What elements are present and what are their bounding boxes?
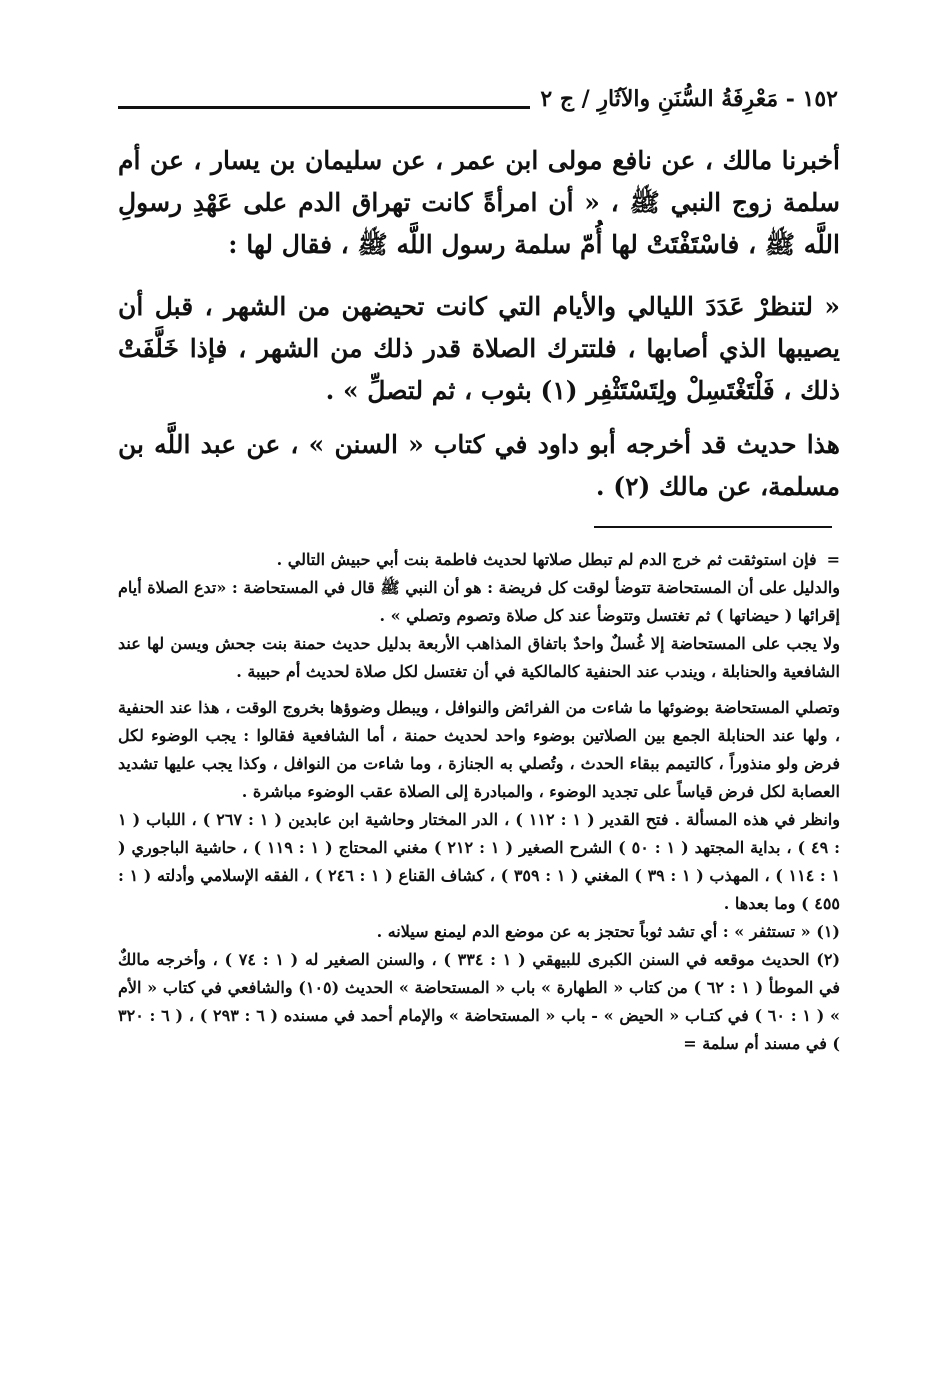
continuation-mark: = [826,550,840,569]
main-text [118,424,840,508]
footnotes [118,546,840,1058]
footnote-2: (٢) الحديث موقعه في السنن الكبرى للبيهقي ( ١ : ٣٣٤ ) ، والسنن الصغير له ( ١ : ٧٤ ) ، وأخرجه مالكٌ في الموطأ ( ١ : ٦٢ ) من كتاب « الطهارة » باب « المستحاضة » الحديث (١٠٥) والشافعي في كتاب « الأم » ( ١ : ٦٠ ) في كتـاب « الحيض » - باب « المستحاضة » والإمام أحمد في مسنده ( ٦ : ٢٩٣ ) ، ( ٦ : ٣٢٠ ) في مسند أم سلمة = [118,950,841,1053]
footnote-paragraph: والدليل على أن المستحاضة تتوضأ لوقت كل فريضة : هو أن النبي ﷺ قال في المستحاضة : «تدع الصلاة أيام إقرائها ( حيضاتها ) ثم تغتسل وتتوضأ عند كل صلاة وتصوم وتصلي » . [118,578,840,625]
main-paragraph: أخبرنا مالك ، عن نافع مولى ابن عمر ، عن سليمان بن يسار ، عن أم سلمة زوج النبي ﷺ ، « أن امرأةً كانت تهراق الدم على عَهْدِ رسولِ اللَّه ﷺ ، فاسْتَفْتَتْ لها أُمّ سلمة رسول اللَّه ﷺ ، فقال لها : [118,146,840,259]
main-paragraph: « لتنظرْ عَدَدَ الليالي والأيام التي كانت تحيضهن من الشهر ، قبل أن يصيبها الذي أصابها ، فلتترك الصلاة قدر ذلك من الشهر ، فإذا خَلَّفَتْ ذلك ، فَلْتَغْتَسِلْ ولِتَسْتَثْفِر (١) بثوب ، ثم لتصلِّ » . [118,292,840,405]
footnote-separator [594,526,832,528]
footnote-paragraph: وانظر في هذه المسألة . فتح القدير ( ١ : ١١٢ ) ، الدر المختار وحاشية ابن عابدين ( ١ : ٢٦٧ ) ، اللباب ( ١ : ٤٩ ) ، بداية المجتهد ( ١ : ٥٠ ) الشرح الصغير ( ١ : ٢١٢ ) مغني المحتاج ( ١ : ١١٩ ) ، حاشية الباجوري ( ١ : ١١٤ ) ، المهذب ( ١ : ٣٩ ) المغني ( ١ : ٣٥٩ ) ، كشاف القناع ( ١ : ٢٤٦ ) ، الفقه الإسلامي وأدلته ( ١ : ٤٥٥ ) وما بعدها . [118,810,841,913]
footnote-paragraph: ولا يجب على المستحاضة إلا غُسلٌ واحدٌ باتفاق المذاهب الأربعة بدليل حديث حمنة بنت جحش ويسن لها عند الشافعية والحنابلة ، ويندب عند الحنفية كالمالكية في أن تغتسل لكل صلاة لحديث أم حبيبة . [118,634,840,681]
footnote-paragraph: وتصلي المستحاضة بوضوئها ما شاءت من الفرائض والنوافل ، ويبطل وضوؤها بخروج الوقت ، هذا عند الحنفية ، ولها عند الحنابلة الجمع بين الصلاتين بوضوء واحد لحديث حمنة ، أما الشافعية فقالوا : يجب الوضوء لكل فرض ولو منذوراً ، كالتيمم ببقاء الحدث ، وتُصلي به الجنازة ، وما شاءت من النوافل ، وكذا يجب عليها تشديد العصابة لكل فرض قياساً على تجديد الوضوء ، والمبادرة إلى الصلاة عقب الوضوء مباشرة . [118,698,840,801]
main-text [118,286,840,412]
footnote-paragraph: =فإن استوثقت ثم خرج الدم لم تبطل صلاتها لحديث فاطمة بنت أبي حبيش التالي . [276,550,840,569]
page-header-title: ١٥٢ - مَعْرِفَةُ السُّنَنِ والآثَارِ / ج ٢ [530,86,838,112]
page-header [118,86,840,120]
footnote-1: (١) « تستثفر » : أي تشد ثوباً تحتجز به عن موضع الدم ليمنع سيلانه . [376,922,840,941]
main-text [118,140,840,266]
main-paragraph: هذا حديث قد أخرجه أبو داود في كتاب « السنن » ، عن عبد اللَّه بن مسلمة، عن مالك (٢) . [118,430,840,501]
